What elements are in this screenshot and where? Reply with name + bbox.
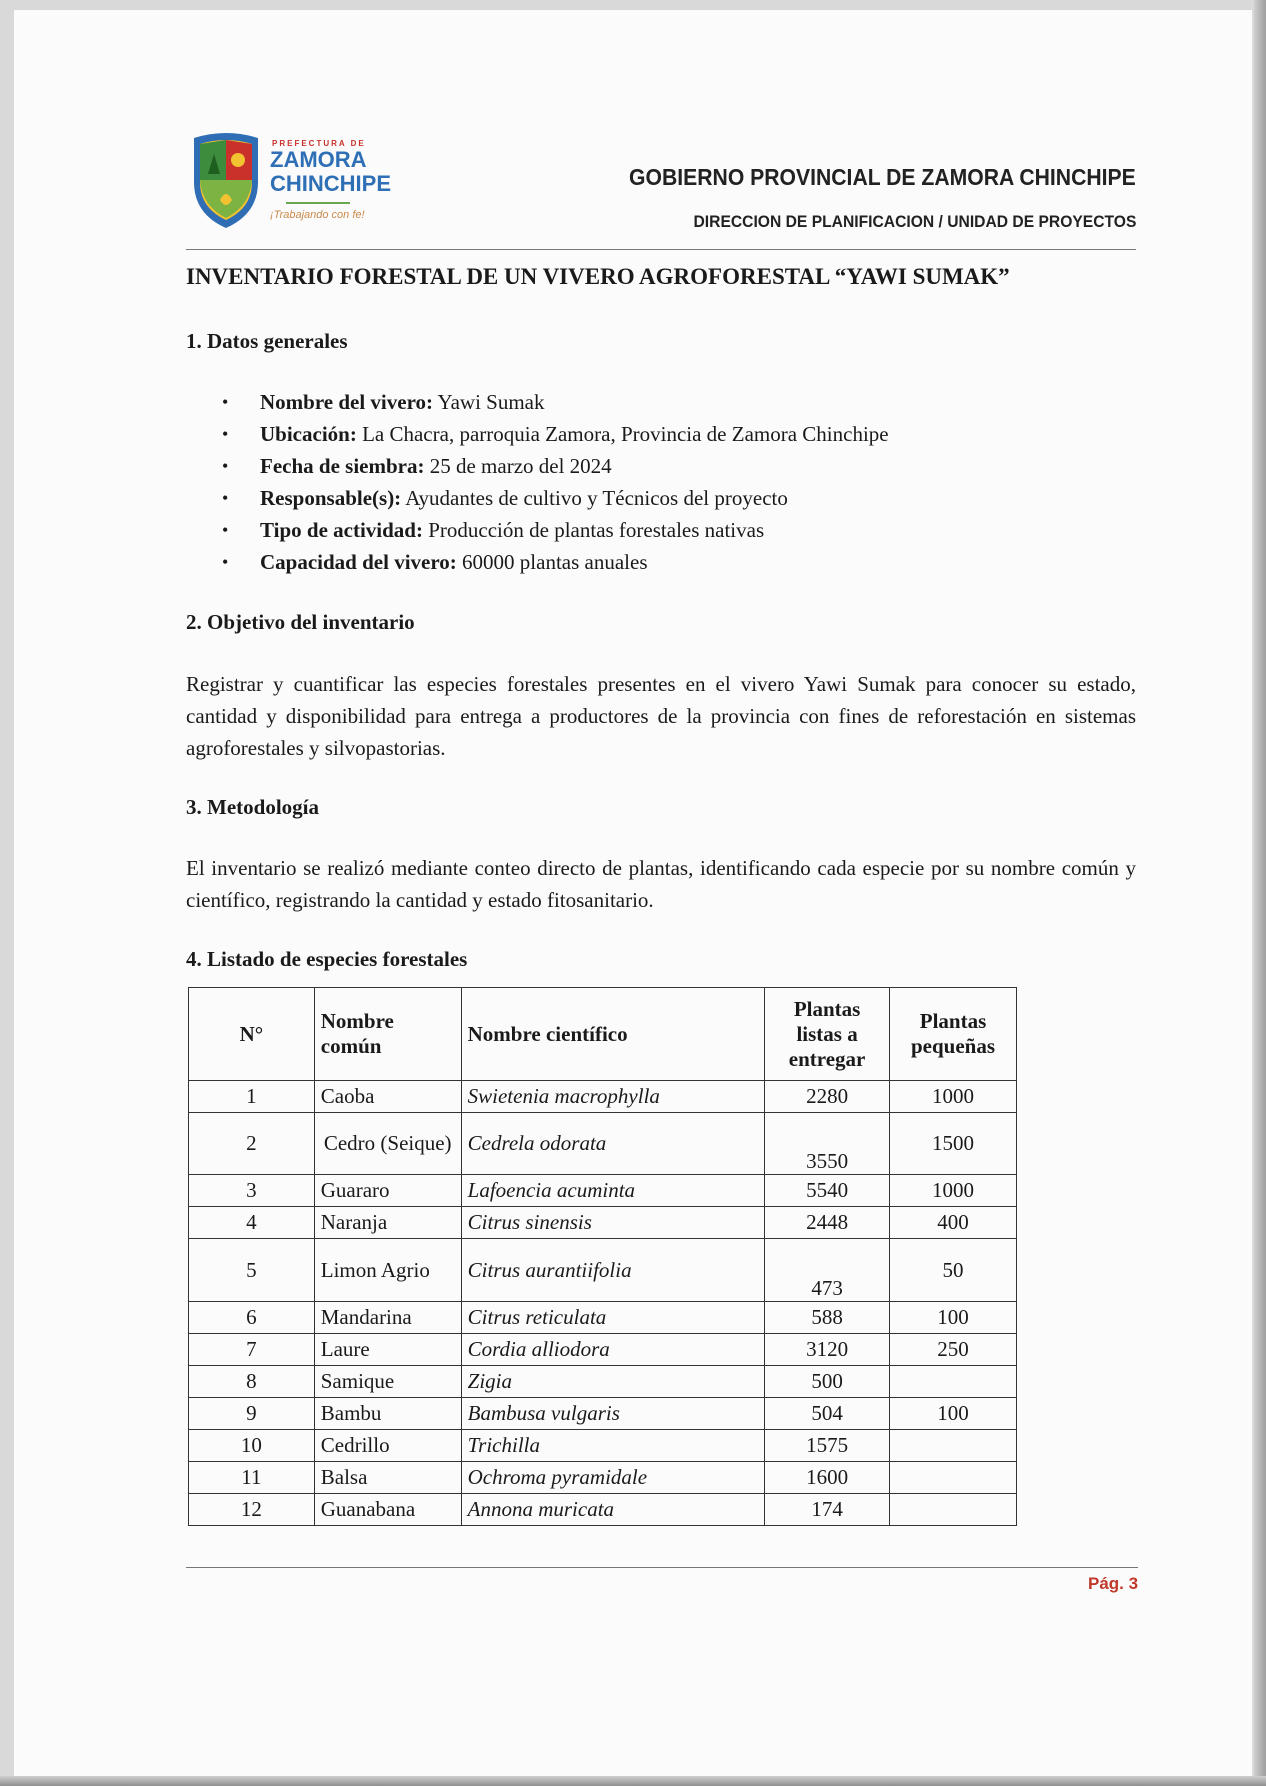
prefectura-logo <box>190 130 420 230</box>
list-item: • Ubicación: La Chacra, parroquia Zamora, Provincia de Zamora Chinchipe <box>222 418 889 450</box>
column-header-scientific-name: Nombre científico <box>461 988 765 1081</box>
footer-divider <box>186 1567 1138 1568</box>
table-row: 1 Caoba Swietenia macrophylla 2280 1000 <box>189 1081 1017 1113</box>
logo-line-2: CHINCHIPE <box>270 171 392 196</box>
column-header-common-name: Nombre común <box>314 988 461 1081</box>
page-number: Pág. 3 <box>1088 1574 1139 1593</box>
table-row: 4 Naranja Citrus sinensis 2448 400 <box>189 1207 1017 1239</box>
logo-small-text: PREFECTURA DE <box>272 139 366 148</box>
org-title: GOBIERNO PROVINCIAL DE ZAMORA CHINCHIPE <box>629 164 1136 190</box>
list-item: • Nombre del vivero: Yawi Sumak <box>222 386 889 418</box>
table-row: 12 Guanabana Annona muricata 174 <box>189 1494 1017 1526</box>
column-header-number: N° <box>189 988 315 1081</box>
scan-edge-bottom <box>0 1776 1266 1786</box>
list-item: • Responsable(s): Ayudantes de cultivo y Técnicos del proyecto <box>222 482 889 514</box>
table-row: 5 Limon Agrio Citrus aurantiifolia 473 50 <box>189 1239 1017 1302</box>
org-subtitle: DIRECCION DE PLANIFICACION / UNIDAD DE PROYECTOS <box>693 212 1136 231</box>
table-row: 9 Bambu Bambusa vulgaris 504 100 <box>189 1398 1017 1430</box>
section-3-heading: 3. Metodología <box>186 795 319 819</box>
list-item: • Tipo de actividad: Producción de plantas forestales nativas <box>222 514 889 546</box>
table-row: 3 Guararo Lafoencia acuminta 5540 1000 <box>189 1175 1017 1207</box>
shield-emblem-icon <box>190 130 262 230</box>
section-2-heading: 2. Objetivo del inventario <box>186 610 415 634</box>
section-1-heading: 1. Datos generales <box>186 329 348 353</box>
general-data-list <box>222 386 889 578</box>
list-item: • Fecha de siembra: 25 de marzo del 2024 <box>222 450 889 482</box>
section-4-heading: 4. Listado de especies forestales <box>186 947 468 971</box>
table-row: 8 Samique Zigia 500 <box>189 1366 1017 1398</box>
document-title: INVENTARIO FORESTAL DE UN VIVERO AGROFORESTAL “YAWI SUMAK” <box>186 264 1010 289</box>
column-header-small-plants: Plantas pequeñas <box>890 988 1017 1081</box>
scan-edge-right <box>1254 0 1266 1786</box>
species-table <box>188 987 1017 1526</box>
objective-paragraph: Registrar y cuantificar las especies forestales presentes en el vivero Yawi Sumak para conocer su estado, cantidad y disponibilidad para entrega a productores de la provincia con fines de reforestación en sistemas agroforestales y silvopastorias. <box>186 672 1136 760</box>
table-row: 7 Laure Cordia alliodora 3120 250 <box>189 1334 1017 1366</box>
logo-name <box>270 148 391 196</box>
table-row: 11 Balsa Ochroma pyramidale 1600 <box>189 1462 1017 1494</box>
logo-divider <box>286 202 350 204</box>
methodology-paragraph: El inventario se realizó mediante conteo directo de plantas, identificando cada especie por su nombre común y científico, registrando la cantidad y estado fitosanitario. <box>186 856 1136 912</box>
list-item: • Capacidad del vivero: 60000 plantas anuales <box>222 546 889 578</box>
logo-tagline: ¡Trabajando con fe! <box>270 209 365 221</box>
table-row: 2 Cedro (Seique) Cedrela odorata 3550 1500 <box>189 1113 1017 1175</box>
table-row: 10 Cedrillo Trichilla 1575 <box>189 1430 1017 1462</box>
table-row: 6 Mandarina Citrus reticulata 588 100 <box>189 1302 1017 1334</box>
header-divider <box>186 249 1136 250</box>
column-header-ready-plants: Plantas listas a entregar <box>765 988 890 1081</box>
table-header-row <box>189 988 1017 1081</box>
logo-line-1: ZAMORA <box>270 147 367 172</box>
